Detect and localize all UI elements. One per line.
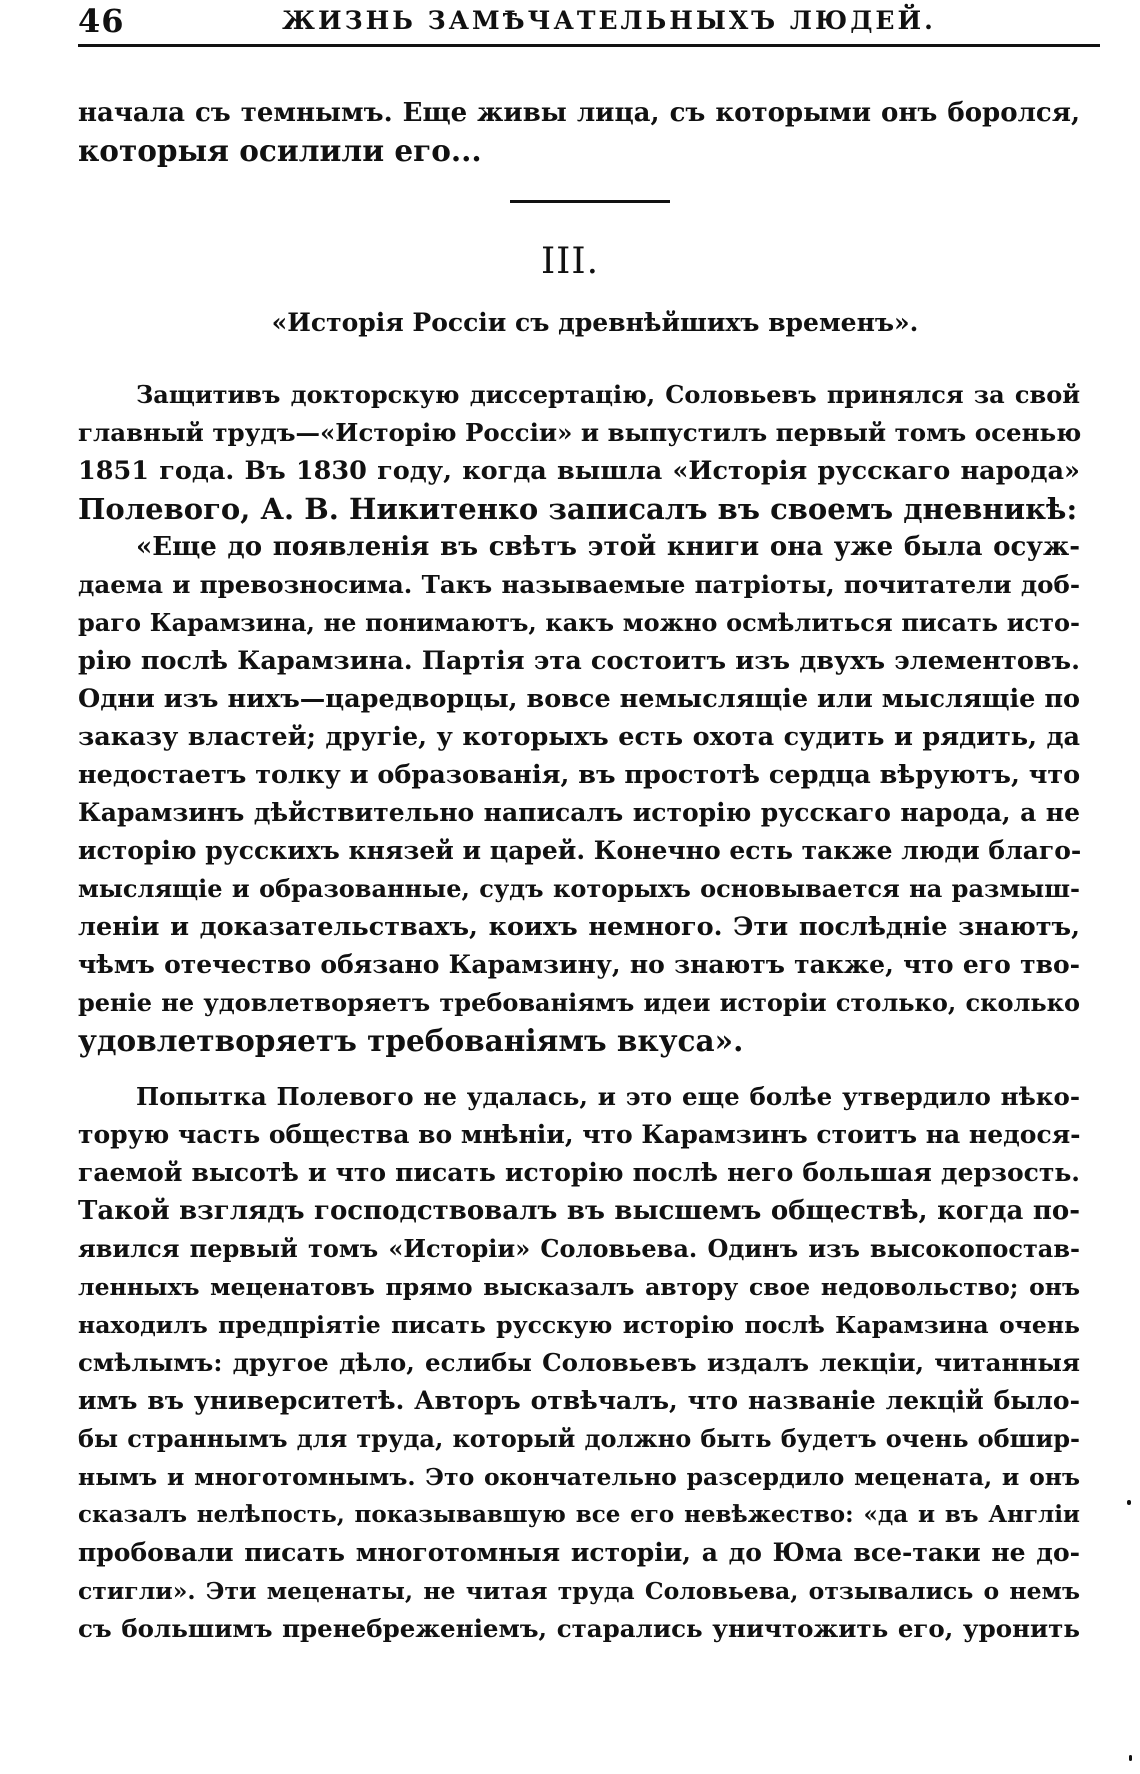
paragraph	[78, 1078, 1080, 1648]
text-line: Такой взглядъ господствовалъ въ высшемъ обществѣ, когда по-	[78, 1196, 1080, 1226]
text-line: «Еще до появленія въ свѣтъ этой книги она уже была осуж-	[136, 532, 1080, 562]
text-line: чѣмъ отечество обязано Карамзину, но знаютъ также, что его тво-	[78, 950, 1080, 979]
text-line: стигли». Эти меценаты, не читая труда Соловьева, отзывались о немъ	[78, 1577, 1080, 1605]
text-line: Попытка Полевого не удалась, и это еще болѣе утвердило нѣко-	[136, 1082, 1080, 1111]
text-line: нымъ и многотомнымъ. Это окончательно разсердило мецената, и онъ	[78, 1463, 1080, 1491]
text-line: Защитивъ докторскую диссертацію, Соловьевъ принялся за свой	[136, 380, 1080, 409]
text-line: ленныхъ меценатовъ прямо высказалъ автору свое недовольство; онъ	[78, 1273, 1080, 1301]
text-line: раго Карамзина, не понимаютъ, какъ можно осмѣлиться писать исто-	[78, 608, 1080, 637]
text-line: съ большимъ пренебреженіемъ, старались уничтожить его, уронить	[78, 1614, 1080, 1643]
text-line: мыслящіе и образованные, судъ которыхъ основывается на размыш-	[78, 874, 1080, 903]
previous-paragraph	[78, 94, 1080, 170]
text-line: смѣлымъ: другое дѣло, еслибы Соловьевъ издалъ лекціи, читанныя	[78, 1348, 1080, 1377]
text-line: удовлетворяетъ требованіямъ вкуса».	[78, 1023, 744, 1058]
text-line: исторію русскихъ князей и царей. Конечно есть также люди благо-	[78, 836, 1082, 865]
text-line: леніи и доказательствахъ, коихъ немного. Эти послѣдніе знаютъ,	[78, 912, 1080, 942]
text-line: Карамзинъ дѣйствительно написалъ исторію русскаго народа, а не	[78, 798, 1080, 827]
header-rule	[78, 44, 1100, 47]
section-title: «Исторія Россіи съ древнѣйшихъ временъ».	[271, 308, 919, 337]
text-line: главный трудъ—«Исторію Россіи» и выпустилъ первый томъ осенью	[78, 418, 1082, 447]
text-line: Полевого, А. В. Никитенко записалъ въ своемъ дневникѣ:	[78, 492, 1078, 526]
text-line: бы страннымъ для труда, который должно быть будетъ очень обшир-	[78, 1424, 1080, 1453]
page-number: 46	[78, 2, 125, 40]
text-line: недостаетъ толку и образованія, въ простотѣ сердца вѣруютъ, что	[78, 760, 1081, 790]
section-number: III.	[540, 241, 600, 282]
text-line: гаемой высотѣ и что писать исторію послѣ него большая дерзость.	[78, 1158, 1080, 1187]
text-line: пробовали писать многотомныя исторіи, а до Юма все-таки не до-	[78, 1538, 1080, 1567]
ink-speck	[1127, 1500, 1131, 1505]
paragraph	[78, 376, 1080, 528]
text-line: имъ въ университетѣ. Авторъ отвѣчалъ, что названіе лекцій было-	[78, 1386, 1080, 1415]
text-line: Одни изъ нихъ—царедворцы, вовсе немыслящіе или мыслящіе по	[78, 684, 1080, 714]
running-title: ЖИЗНЬ ЗАМѢЧАТЕЛЬНЫХЪ ЛЮДЕЙ.	[282, 6, 936, 35]
text-line: начала съ темнымъ. Еще живы лица, съ которыми онъ боролся,	[78, 98, 1080, 128]
text-line: заказу властей; другіе, у которыхъ есть охота судить и рядить, да	[78, 722, 1080, 752]
text-line: которыя осилили его...	[78, 133, 482, 168]
text-line: даема и превозносима. Такъ называемые патріоты, почитатели доб-	[78, 570, 1080, 599]
text-line: явился первый томъ «Исторіи» Соловьева. Одинъ изъ высокопостав-	[78, 1234, 1080, 1263]
text-line: 1851 года. Въ 1830 году, когда вышла «Исторія русскаго народа»	[78, 456, 1080, 486]
text-line: торую часть общества во мнѣніи, что Карамзинъ стоитъ на недося-	[78, 1120, 1081, 1149]
text-line: находилъ предпріятіе писать русскую исторію послѣ Карамзина очень	[78, 1311, 1080, 1339]
ink-speck	[1129, 1755, 1132, 1761]
text-line: сказалъ нелѣпость, показывавшую все его невѣжество: «да и въ Англіи	[78, 1501, 1080, 1528]
quotation	[78, 528, 1080, 1060]
running-head	[78, 2, 1100, 44]
section-divider	[510, 200, 670, 203]
text-line: рію послѣ Карамзина. Партія эта состоитъ изъ двухъ элементовъ.	[78, 646, 1080, 676]
text-line: реніе не удовлетворяетъ требованіямъ идеи исторіи столько, сколько	[78, 988, 1080, 1017]
